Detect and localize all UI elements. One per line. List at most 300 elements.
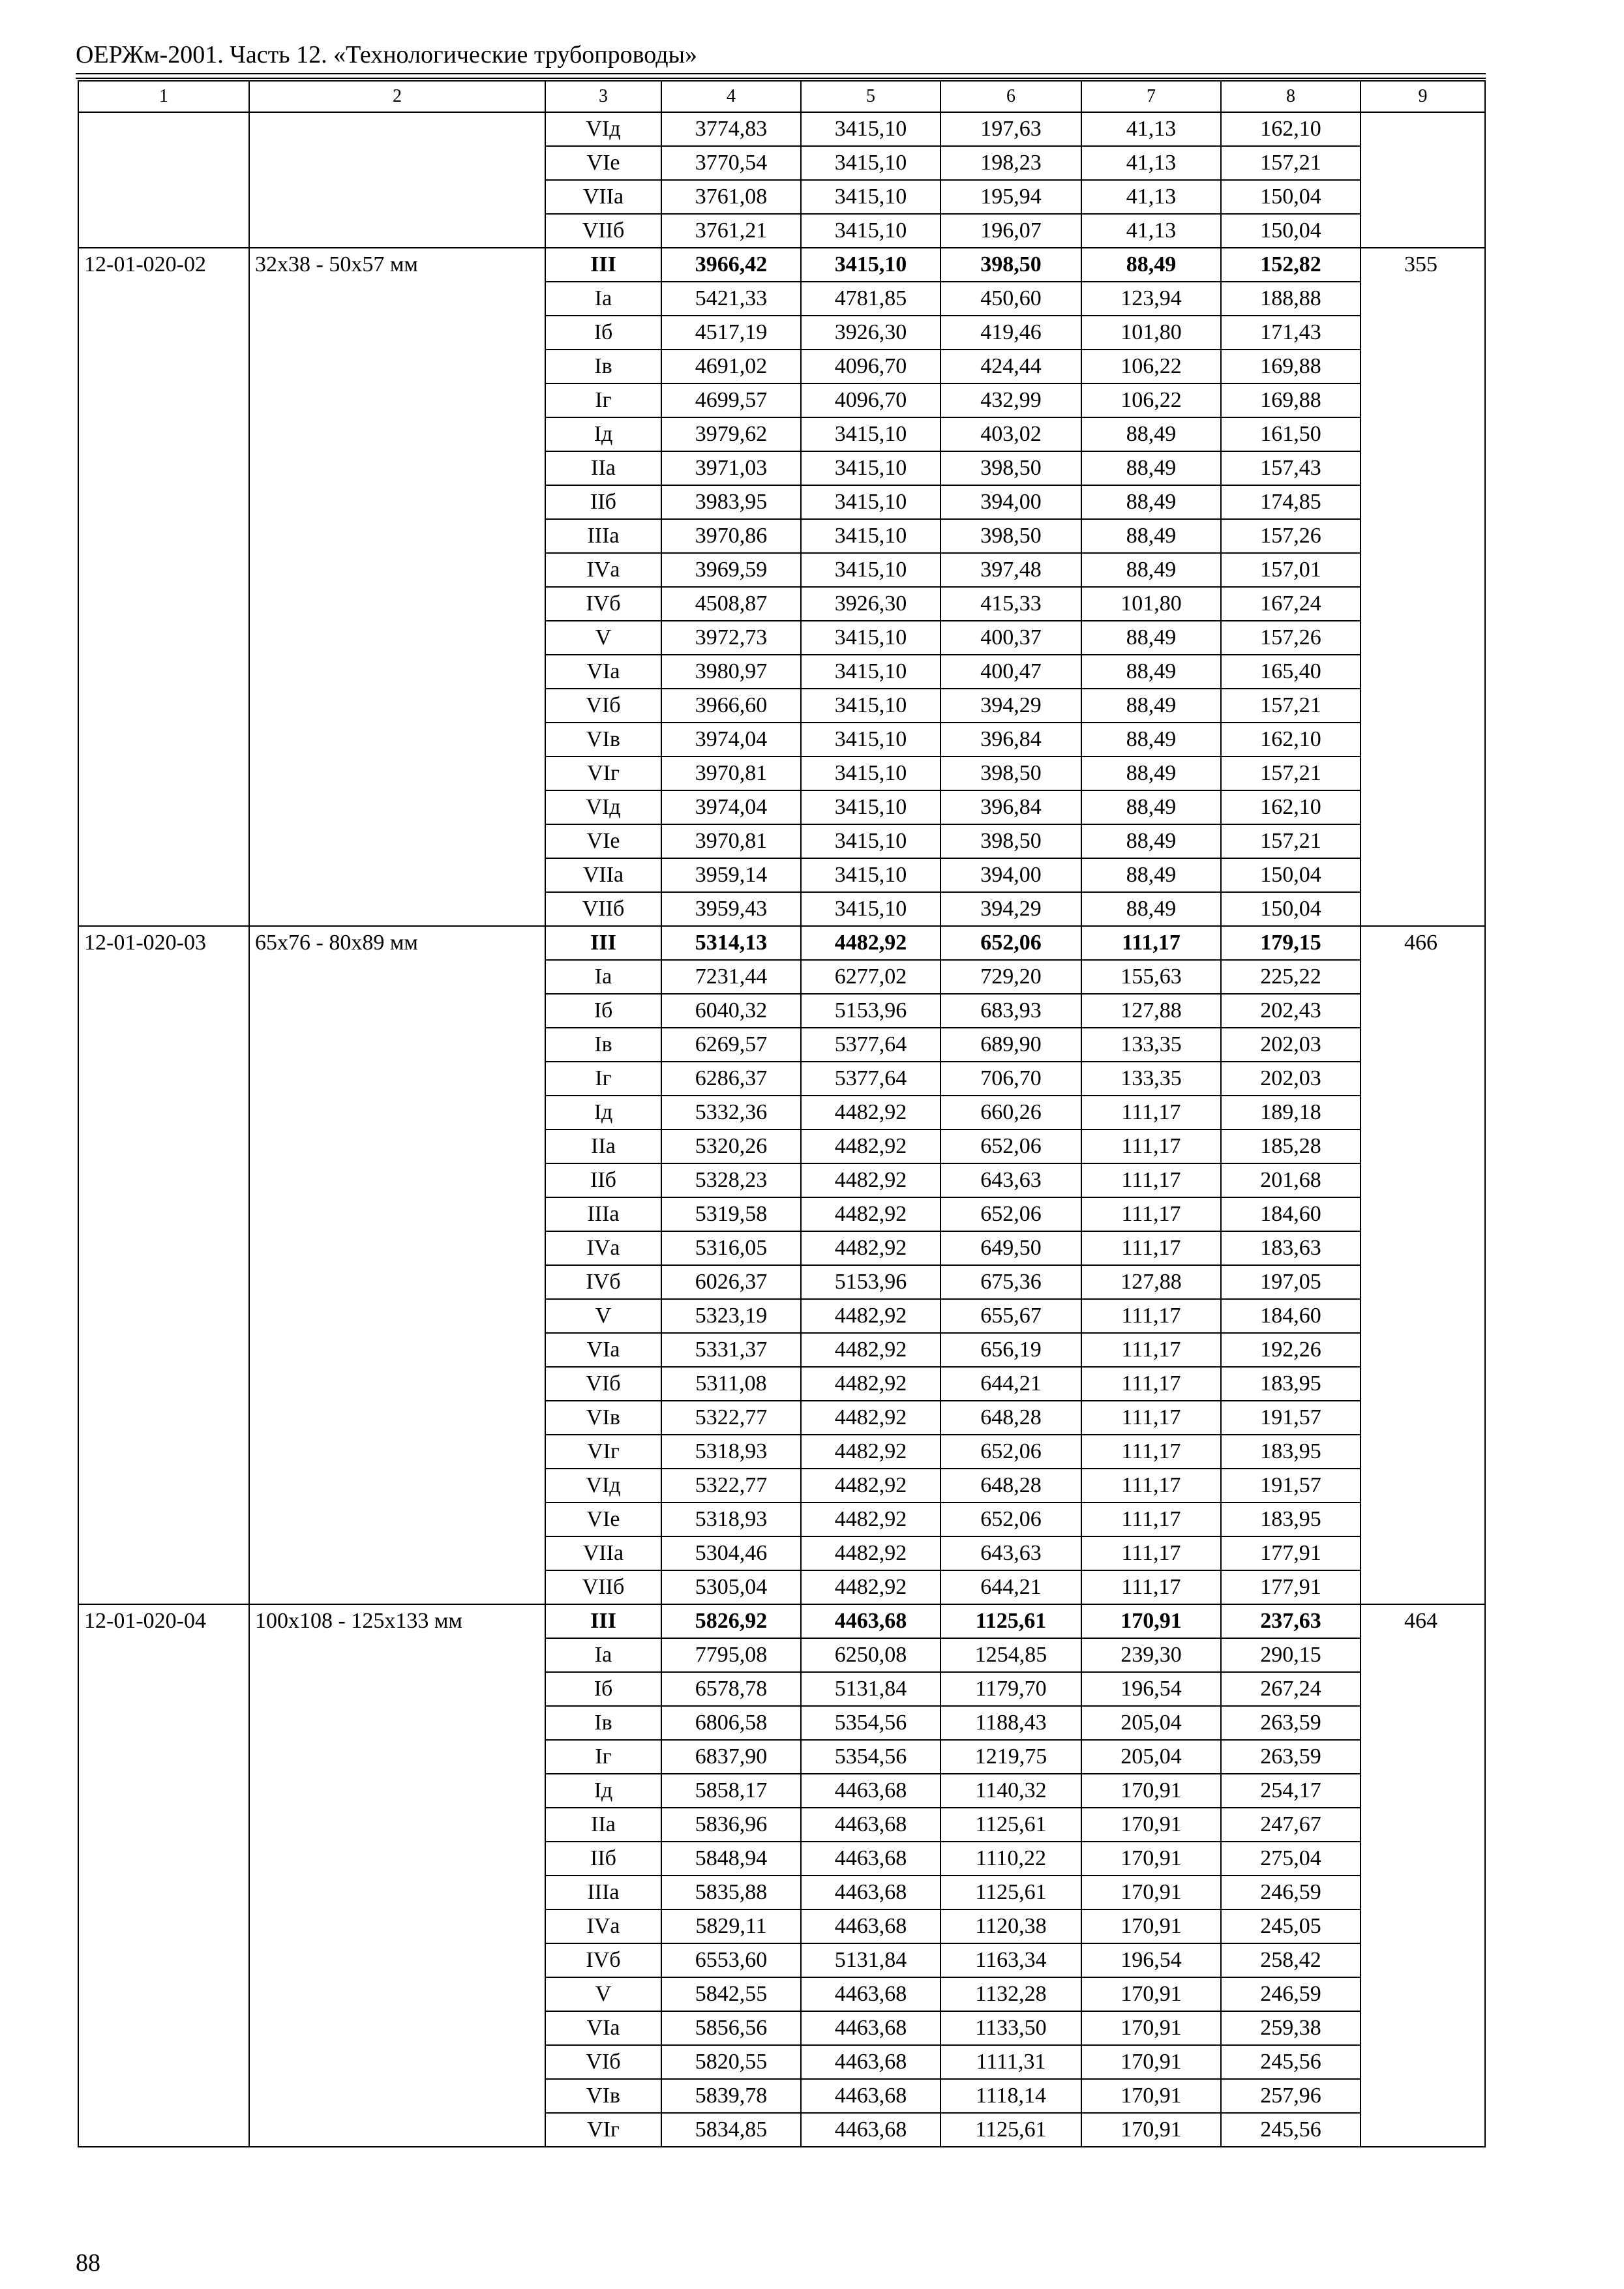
value-cell: 88,49 (1081, 417, 1221, 451)
zone-cell: Iа (545, 960, 661, 994)
value-cell: 419,46 (940, 316, 1081, 350)
value-cell: 88,49 (1081, 689, 1221, 723)
value-cell: 133,35 (1081, 1028, 1221, 1062)
zone-cell: Iг (545, 1740, 661, 1774)
value-cell: 239,30 (1081, 1638, 1221, 1672)
value-cell: 205,04 (1081, 1706, 1221, 1740)
zone-cell: Iг (545, 1062, 661, 1096)
value-cell: 245,56 (1221, 2113, 1361, 2147)
value-cell: 729,20 (940, 960, 1081, 994)
value-cell: 6250,08 (801, 1638, 940, 1672)
value-cell: 169,88 (1221, 383, 1361, 417)
value-cell: 157,26 (1221, 621, 1361, 655)
zone-cell: VIб (545, 1367, 661, 1401)
value-cell: 4463,68 (801, 1876, 940, 1909)
value-cell: 5377,64 (801, 1028, 940, 1062)
zone-cell: IVа (545, 1909, 661, 1943)
value-cell: 4096,70 (801, 383, 940, 417)
value-cell: 5354,56 (801, 1740, 940, 1774)
value-cell: 4781,85 (801, 282, 940, 316)
value-cell: 88,49 (1081, 485, 1221, 519)
value-cell: 41,13 (1081, 214, 1221, 248)
value-cell: 4463,68 (801, 1977, 940, 2011)
value-cell: 3959,14 (661, 858, 801, 892)
value-cell: 88,49 (1081, 756, 1221, 790)
column-number: 3 (545, 81, 661, 112)
value-cell: 5856,56 (661, 2011, 801, 2045)
pipe-size-cell: 65х76 - 80х89 мм (249, 926, 545, 1604)
value-cell: 5829,11 (661, 1909, 801, 1943)
zone-cell: VIа (545, 2011, 661, 2045)
value-cell: 403,02 (940, 417, 1081, 451)
value-cell: 5314,13 (661, 926, 801, 960)
value-cell: 3415,10 (801, 723, 940, 756)
value-cell: 247,67 (1221, 1808, 1361, 1842)
value-cell: 4482,92 (801, 1367, 940, 1401)
value-cell: 5834,85 (661, 2113, 801, 2147)
value-cell: 88,49 (1081, 858, 1221, 892)
column-number: 8 (1221, 81, 1361, 112)
value-cell: 643,63 (940, 1536, 1081, 1570)
value-cell: 4482,92 (801, 1469, 940, 1503)
value-cell: 3415,10 (801, 892, 940, 926)
zone-cell: Iв (545, 350, 661, 383)
value-cell: 183,95 (1221, 1367, 1361, 1401)
value-cell: 4482,92 (801, 1130, 940, 1163)
value-cell: 644,21 (940, 1367, 1081, 1401)
value-cell: 259,38 (1221, 2011, 1361, 2045)
value-cell: 41,13 (1081, 112, 1221, 146)
zone-cell: IVб (545, 1943, 661, 1977)
value-cell: 4463,68 (801, 2011, 940, 2045)
value-cell: 5153,96 (801, 1265, 940, 1299)
zone-cell: VIв (545, 1401, 661, 1435)
value-cell: 3415,10 (801, 553, 940, 587)
zone-cell: V (545, 1977, 661, 2011)
value-cell: 185,28 (1221, 1130, 1361, 1163)
value-cell: 150,04 (1221, 858, 1361, 892)
zone-cell: IIб (545, 1842, 661, 1876)
value-cell: 5322,77 (661, 1401, 801, 1435)
table-row (78, 248, 1485, 282)
value-cell: 3966,42 (661, 248, 801, 282)
value-cell: 6578,78 (661, 1672, 801, 1706)
value-cell: 111,17 (1081, 1401, 1221, 1435)
value-cell: 201,68 (1221, 1163, 1361, 1197)
value-cell: 3979,62 (661, 417, 801, 451)
value-cell: 290,15 (1221, 1638, 1361, 1672)
value-cell: 683,93 (940, 994, 1081, 1028)
value-cell: 177,91 (1221, 1570, 1361, 1604)
value-cell: 1125,61 (940, 2113, 1081, 2147)
value-cell: 4482,92 (801, 1536, 940, 1570)
value-cell: 198,23 (940, 146, 1081, 180)
value-cell: 675,36 (940, 1265, 1081, 1299)
zone-cell: Iа (545, 1638, 661, 1672)
zone-cell: V (545, 621, 661, 655)
column-number: 6 (940, 81, 1081, 112)
value-cell: 150,04 (1221, 892, 1361, 926)
zone-cell: VIе (545, 824, 661, 858)
value-cell: 5318,93 (661, 1435, 801, 1469)
value-cell: 162,10 (1221, 790, 1361, 824)
value-cell: 5332,36 (661, 1096, 801, 1130)
value-cell: 5131,84 (801, 1943, 940, 1977)
value-cell: 3415,10 (801, 689, 940, 723)
value-cell: 111,17 (1081, 1130, 1221, 1163)
zone-cell: VIIа (545, 858, 661, 892)
value-cell: 5331,37 (661, 1333, 801, 1367)
value-cell: 191,57 (1221, 1469, 1361, 1503)
value-cell: 196,07 (940, 214, 1081, 248)
value-cell: 5323,19 (661, 1299, 801, 1333)
value-cell: 170,91 (1081, 1842, 1221, 1876)
zone-cell: IIа (545, 1130, 661, 1163)
value-cell: 5305,04 (661, 1570, 801, 1604)
value-cell: 5153,96 (801, 994, 940, 1028)
value-cell: 179,15 (1221, 926, 1361, 960)
value-cell: 5421,33 (661, 282, 801, 316)
value-cell: 106,22 (1081, 350, 1221, 383)
value-cell: 394,29 (940, 689, 1081, 723)
value-cell: 4482,92 (801, 1231, 940, 1265)
value-cell: 237,63 (1221, 1604, 1361, 1638)
value-cell: 3974,04 (661, 790, 801, 824)
value-cell: 196,54 (1081, 1943, 1221, 1977)
value-cell: 189,18 (1221, 1096, 1361, 1130)
value-cell: 6026,37 (661, 1265, 801, 1299)
value-cell: 161,50 (1221, 417, 1361, 451)
value-cell: 4463,68 (801, 1842, 940, 1876)
column-number-row (78, 81, 1485, 112)
value-cell: 106,22 (1081, 383, 1221, 417)
value-cell: 183,63 (1221, 1231, 1361, 1265)
zone-cell: IIб (545, 1163, 661, 1197)
value-cell: 133,35 (1081, 1062, 1221, 1096)
value-cell: 4482,92 (801, 926, 940, 960)
value-cell: 170,91 (1081, 1977, 1221, 2011)
value-cell: 88,49 (1081, 892, 1221, 926)
value-cell: 3983,95 (661, 485, 801, 519)
value-cell: 155,63 (1081, 960, 1221, 994)
rate-code-cell: 12-01-020-02 (78, 248, 249, 926)
table-row (78, 926, 1485, 960)
value-cell: 396,84 (940, 790, 1081, 824)
value-cell: 5836,96 (661, 1808, 801, 1842)
value-cell: 170,91 (1081, 1604, 1221, 1638)
zone-cell: IIб (545, 485, 661, 519)
value-cell: 111,17 (1081, 1231, 1221, 1265)
value-cell: 191,57 (1221, 1401, 1361, 1435)
zone-cell: VIе (545, 1503, 661, 1536)
value-cell: 127,88 (1081, 1265, 1221, 1299)
value-cell: 88,49 (1081, 790, 1221, 824)
value-cell: 3971,03 (661, 451, 801, 485)
value-cell: 246,59 (1221, 1876, 1361, 1909)
value-cell: 3970,86 (661, 519, 801, 553)
value-cell: 655,67 (940, 1299, 1081, 1333)
value-cell: 3774,83 (661, 112, 801, 146)
value-cell: 157,21 (1221, 689, 1361, 723)
value-cell: 41,13 (1081, 180, 1221, 214)
value-cell: 656,19 (940, 1333, 1081, 1367)
header-rule-bottom (76, 78, 1486, 79)
name-cell (249, 112, 545, 248)
value-cell: 3761,08 (661, 180, 801, 214)
value-cell: 3415,10 (801, 621, 940, 655)
value-cell: 197,63 (940, 112, 1081, 146)
zone-cell: III (545, 926, 661, 960)
value-cell: 4482,92 (801, 1096, 940, 1130)
value-cell: 644,21 (940, 1570, 1081, 1604)
value-cell: 174,85 (1221, 485, 1361, 519)
value-cell: 4463,68 (801, 2045, 940, 2079)
column-number: 1 (78, 81, 249, 112)
value-cell: 415,33 (940, 587, 1081, 621)
value-cell: 88,49 (1081, 519, 1221, 553)
value-cell: 3415,10 (801, 417, 940, 451)
value-cell: 3415,10 (801, 858, 940, 892)
value-cell: 394,00 (940, 485, 1081, 519)
value-cell: 5131,84 (801, 1672, 940, 1706)
code-cell (78, 112, 249, 248)
value-cell: 5848,94 (661, 1842, 801, 1876)
zone-cell: Iд (545, 1096, 661, 1130)
value-cell: 7795,08 (661, 1638, 801, 1672)
zone-cell: Iд (545, 1774, 661, 1808)
table-row (78, 112, 1485, 146)
value-cell: 196,54 (1081, 1672, 1221, 1706)
column-number: 7 (1081, 81, 1221, 112)
value-cell: 205,04 (1081, 1740, 1221, 1774)
value-cell: 4482,92 (801, 1299, 940, 1333)
value-cell: 170,91 (1081, 1774, 1221, 1808)
value-cell: 111,17 (1081, 1469, 1221, 1503)
rate-code-cell: 12-01-020-04 (78, 1604, 249, 2147)
value-cell: 165,40 (1221, 655, 1361, 689)
value-cell: 5858,17 (661, 1774, 801, 1808)
zone-cell: VIIа (545, 180, 661, 214)
value-cell: 643,63 (940, 1163, 1081, 1197)
value-cell: 275,04 (1221, 1842, 1361, 1876)
value-cell: 111,17 (1081, 1096, 1221, 1130)
value-cell: 4096,70 (801, 350, 940, 383)
value-cell: 167,24 (1221, 587, 1361, 621)
value-cell: 88,49 (1081, 553, 1221, 587)
value-cell: 4508,87 (661, 587, 801, 621)
value-cell: 4463,68 (801, 1604, 940, 1638)
value-cell: 157,21 (1221, 146, 1361, 180)
value-cell: 424,44 (940, 350, 1081, 383)
value-cell: 1120,38 (940, 1909, 1081, 1943)
page-header-title: ОЕРЖм-2001. Часть 12. «Технологические трубопроводы» (76, 41, 698, 68)
value-cell: 1125,61 (940, 1808, 1081, 1842)
value-cell: 7231,44 (661, 960, 801, 994)
value-cell: 5320,26 (661, 1130, 801, 1163)
value-cell: 123,94 (1081, 282, 1221, 316)
value-cell: 3415,10 (801, 146, 940, 180)
table-row (78, 1604, 1485, 1638)
value-cell: 3980,97 (661, 655, 801, 689)
page-number: 88 (76, 2249, 100, 2277)
value-cell: 257,96 (1221, 2079, 1361, 2113)
value-cell: 689,90 (940, 1028, 1081, 1062)
value-cell: 3969,59 (661, 553, 801, 587)
zone-cell: IIIа (545, 519, 661, 553)
value-cell: 649,50 (940, 1231, 1081, 1265)
value-cell: 5316,05 (661, 1231, 801, 1265)
value-cell: 202,03 (1221, 1028, 1361, 1062)
value-cell: 267,24 (1221, 1672, 1361, 1706)
value-cell: 157,26 (1221, 519, 1361, 553)
value-cell: 170,91 (1081, 2113, 1221, 2147)
zone-cell: III (545, 1604, 661, 1638)
zone-cell: Iб (545, 316, 661, 350)
value-cell: 263,59 (1221, 1740, 1361, 1774)
value-cell: 88,49 (1081, 655, 1221, 689)
value-cell: 127,88 (1081, 994, 1221, 1028)
zone-cell: VIв (545, 2079, 661, 2113)
value-cell: 111,17 (1081, 1570, 1221, 1604)
value-cell: 6286,37 (661, 1062, 801, 1096)
value-cell: 111,17 (1081, 1163, 1221, 1197)
extra-cell: 466 (1361, 926, 1485, 1604)
value-cell: 3761,21 (661, 214, 801, 248)
value-cell: 4463,68 (801, 1909, 940, 1943)
value-cell: 111,17 (1081, 1367, 1221, 1401)
value-cell: 398,50 (940, 519, 1081, 553)
value-cell: 3970,81 (661, 824, 801, 858)
value-cell: 197,05 (1221, 1265, 1361, 1299)
value-cell: 648,28 (940, 1401, 1081, 1435)
value-cell: 400,37 (940, 621, 1081, 655)
zone-cell: VIд (545, 112, 661, 146)
value-cell: 258,42 (1221, 1943, 1361, 1977)
value-cell: 88,49 (1081, 451, 1221, 485)
value-cell: 3415,10 (801, 519, 940, 553)
value-cell: 3972,73 (661, 621, 801, 655)
rates-table (78, 80, 1486, 2147)
zone-cell: Iв (545, 1028, 661, 1062)
value-cell: 3926,30 (801, 587, 940, 621)
column-number: 2 (249, 81, 545, 112)
value-cell: 1254,85 (940, 1638, 1081, 1672)
value-cell: 3415,10 (801, 790, 940, 824)
value-cell: 1125,61 (940, 1876, 1081, 1909)
value-cell: 4482,92 (801, 1401, 940, 1435)
column-number: 9 (1361, 81, 1485, 112)
value-cell: 245,05 (1221, 1909, 1361, 1943)
column-number: 5 (801, 81, 940, 112)
value-cell: 195,94 (940, 180, 1081, 214)
value-cell: 4482,92 (801, 1503, 940, 1536)
zone-cell: Iа (545, 282, 661, 316)
value-cell: 3415,10 (801, 112, 940, 146)
value-cell: 450,60 (940, 282, 1081, 316)
value-cell: 5826,92 (661, 1604, 801, 1638)
value-cell: 170,91 (1081, 2011, 1221, 2045)
value-cell: 6837,90 (661, 1740, 801, 1774)
value-cell: 111,17 (1081, 1536, 1221, 1570)
value-cell: 202,43 (1221, 994, 1361, 1028)
value-cell: 150,04 (1221, 214, 1361, 248)
zone-cell: VIа (545, 655, 661, 689)
value-cell: 5377,64 (801, 1062, 940, 1096)
value-cell: 3415,10 (801, 214, 940, 248)
zone-cell: IIIа (545, 1197, 661, 1231)
value-cell: 706,70 (940, 1062, 1081, 1096)
zone-cell: IIа (545, 451, 661, 485)
value-cell: 1179,70 (940, 1672, 1081, 1706)
value-cell: 660,26 (940, 1096, 1081, 1130)
value-cell: 171,43 (1221, 316, 1361, 350)
value-cell: 3970,81 (661, 756, 801, 790)
rates-table-body (78, 81, 1485, 2147)
value-cell: 5820,55 (661, 2045, 801, 2079)
value-cell: 170,91 (1081, 1909, 1221, 1943)
value-cell: 3926,30 (801, 316, 940, 350)
value-cell: 398,50 (940, 248, 1081, 282)
value-cell: 3415,10 (801, 248, 940, 282)
value-cell: 1163,34 (940, 1943, 1081, 1977)
value-cell: 41,13 (1081, 146, 1221, 180)
value-cell: 3415,10 (801, 451, 940, 485)
zone-cell: IVа (545, 1231, 661, 1265)
value-cell: 5328,23 (661, 1163, 801, 1197)
zone-cell: Iб (545, 1672, 661, 1706)
value-cell: 1188,43 (940, 1706, 1081, 1740)
value-cell: 3415,10 (801, 180, 940, 214)
value-cell: 4482,92 (801, 1333, 940, 1367)
value-cell: 1219,75 (940, 1740, 1081, 1774)
value-cell: 157,01 (1221, 553, 1361, 587)
value-cell: 152,82 (1221, 248, 1361, 282)
rate-code-cell: 12-01-020-03 (78, 926, 249, 1604)
value-cell: 4463,68 (801, 2079, 940, 2113)
zone-cell: Iб (545, 994, 661, 1028)
value-cell: 5311,08 (661, 1367, 801, 1401)
value-cell: 246,59 (1221, 1977, 1361, 2011)
zone-cell: Iд (545, 417, 661, 451)
zone-cell: VIе (545, 146, 661, 180)
zone-cell: VIб (545, 2045, 661, 2079)
zone-cell: VIг (545, 2113, 661, 2147)
value-cell: 263,59 (1221, 1706, 1361, 1740)
value-cell: 157,43 (1221, 451, 1361, 485)
value-cell: 170,91 (1081, 2079, 1221, 2113)
value-cell: 4482,92 (801, 1197, 940, 1231)
zone-cell: IVб (545, 587, 661, 621)
value-cell: 3415,10 (801, 655, 940, 689)
value-cell: 183,95 (1221, 1435, 1361, 1469)
value-cell: 4482,92 (801, 1163, 940, 1197)
zone-cell: VIIб (545, 892, 661, 926)
value-cell: 3974,04 (661, 723, 801, 756)
zone-cell: VIIа (545, 1536, 661, 1570)
value-cell: 5842,55 (661, 1977, 801, 2011)
value-cell: 652,06 (940, 1130, 1081, 1163)
value-cell: 184,60 (1221, 1299, 1361, 1333)
value-cell: 1140,32 (940, 1774, 1081, 1808)
value-cell: 162,10 (1221, 723, 1361, 756)
value-cell: 6806,58 (661, 1706, 801, 1740)
value-cell: 432,99 (940, 383, 1081, 417)
value-cell: 111,17 (1081, 926, 1221, 960)
value-cell: 652,06 (940, 1197, 1081, 1231)
zone-cell: VIб (545, 689, 661, 723)
value-cell: 177,91 (1221, 1536, 1361, 1570)
extra-cell: 355 (1361, 248, 1485, 926)
